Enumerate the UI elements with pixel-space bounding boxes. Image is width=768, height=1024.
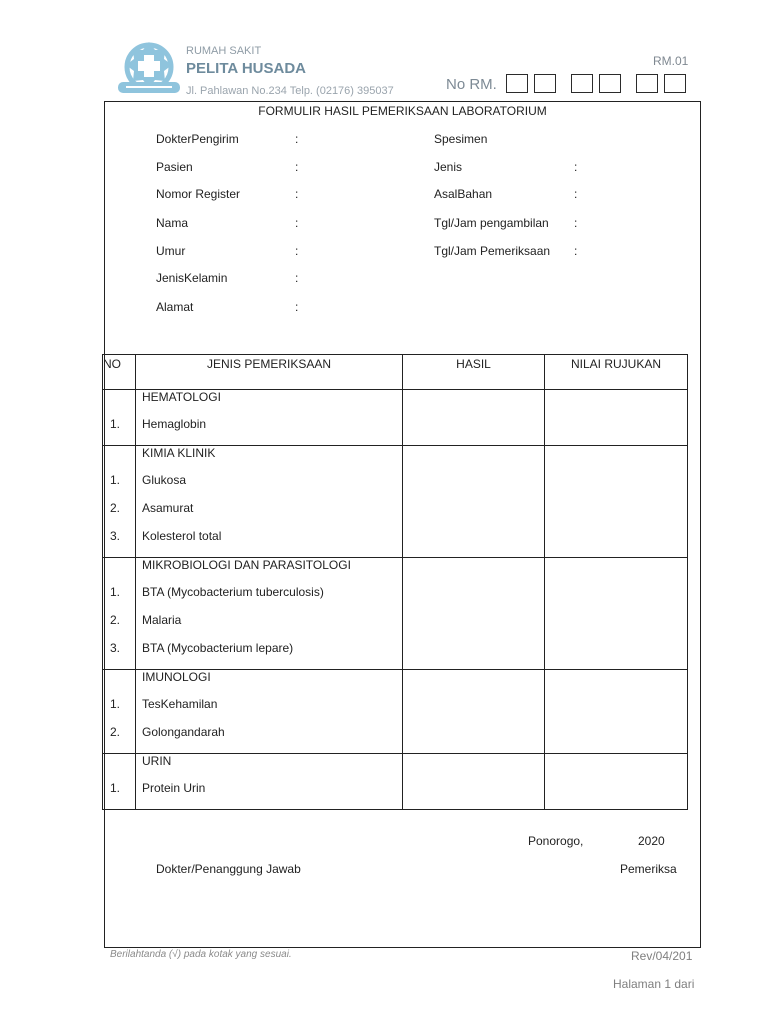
group-name: HEMATOLOGI bbox=[142, 390, 221, 404]
field-label-dokter-pengirim: DokterPengirim bbox=[156, 132, 239, 146]
reference-cell[interactable] bbox=[545, 670, 688, 754]
rm-digit-box[interactable] bbox=[534, 74, 556, 93]
group-name: KIMIA KLINIK bbox=[142, 446, 216, 460]
rm-digit-box[interactable] bbox=[506, 74, 528, 93]
test-name: Malaria bbox=[142, 613, 182, 627]
field-colon: : bbox=[574, 160, 578, 174]
reference-cell[interactable] bbox=[545, 446, 688, 558]
item-no: 1. bbox=[110, 417, 121, 431]
rm-digit-box[interactable] bbox=[571, 74, 593, 93]
field-label-tgl-pemeriksaan: Tgl/Jam Pemeriksaan bbox=[434, 244, 551, 258]
field-colon: : bbox=[295, 160, 299, 174]
table-row bbox=[103, 754, 688, 810]
form-code: RM.01 bbox=[653, 54, 689, 68]
header-jenis-pemeriksaan: JENIS PEMERIKSAAN bbox=[136, 355, 403, 390]
field-label-jenis: Jenis bbox=[434, 160, 463, 174]
rm-digit-box[interactable] bbox=[636, 74, 658, 93]
table-header-row bbox=[103, 355, 688, 390]
group-name: IMUNOLOGI bbox=[142, 670, 211, 684]
page-number: Halaman 1 dari bbox=[613, 977, 695, 991]
field-label-jenis-kelamin: JenisKelamin bbox=[156, 271, 228, 285]
no-rm-label: No RM. bbox=[446, 76, 497, 93]
header-hasil: HASIL bbox=[403, 355, 545, 390]
field-colon: : bbox=[295, 216, 299, 230]
result-cell[interactable] bbox=[403, 446, 545, 558]
hospital-address: Jl. Pahlawan No.234 Telp. (02176) 395037 bbox=[186, 85, 394, 97]
field-label-tgl-pengambilan: Tgl/Jam pengambilan bbox=[434, 216, 549, 230]
test-name: BTA (Mycobacterium tuberculosis) bbox=[142, 585, 324, 599]
result-cell[interactable] bbox=[403, 754, 545, 810]
reference-cell[interactable] bbox=[545, 558, 688, 670]
result-cell[interactable] bbox=[403, 670, 545, 754]
test-cell bbox=[136, 446, 403, 558]
item-no: 2. bbox=[110, 613, 121, 627]
test-name: Hemaglobin bbox=[142, 417, 207, 431]
signature-year: 2020 bbox=[638, 834, 665, 848]
field-colon: : bbox=[295, 244, 299, 258]
reference-cell[interactable] bbox=[545, 390, 688, 446]
field-label-alamat: Alamat bbox=[156, 300, 194, 314]
lab-results-table bbox=[102, 354, 688, 810]
no-cell bbox=[103, 390, 136, 446]
reference-cell[interactable] bbox=[545, 754, 688, 810]
test-cell bbox=[136, 390, 403, 446]
test-name: BTA (Mycobacterium lepare) bbox=[142, 641, 294, 655]
no-cell bbox=[103, 446, 136, 558]
field-label-asal-bahan: AsalBahan bbox=[434, 187, 493, 201]
footer-note: Berilahtanda (√) pada kotak yang sesuai. bbox=[110, 949, 292, 960]
test-name: Asamurat bbox=[142, 501, 194, 515]
test-name: Protein Urin bbox=[142, 781, 206, 795]
item-no: 1. bbox=[110, 697, 121, 711]
test-cell bbox=[136, 558, 403, 670]
item-no: 1. bbox=[110, 473, 121, 487]
test-name: Kolesterol total bbox=[142, 529, 222, 543]
revision-code: Rev/04/201 bbox=[631, 949, 693, 963]
group-name: MIKROBIOLOGI DAN PARASITOLOGI bbox=[142, 558, 351, 572]
test-cell bbox=[136, 670, 403, 754]
hospital-name: PELITA HUSADA bbox=[186, 60, 306, 77]
rm-digit-box[interactable] bbox=[664, 74, 686, 93]
table-row bbox=[103, 446, 688, 558]
item-no: 2. bbox=[110, 501, 121, 515]
table-row bbox=[103, 670, 688, 754]
table-row bbox=[103, 390, 688, 446]
table-row bbox=[103, 558, 688, 670]
header-no: NO bbox=[103, 355, 136, 390]
field-colon: : bbox=[295, 132, 299, 146]
field-label-spesimen: Spesimen bbox=[434, 132, 488, 146]
field-label-pasien: Pasien bbox=[156, 160, 193, 174]
test-name: Glukosa bbox=[142, 473, 187, 487]
field-label-nama: Nama bbox=[156, 216, 189, 230]
field-label-umur: Umur bbox=[156, 244, 186, 258]
hospital-logo-icon bbox=[114, 40, 184, 98]
field-label-nomor-register: Nomor Register bbox=[156, 187, 241, 201]
signature-city: Ponorogo, bbox=[528, 834, 584, 848]
field-colon: : bbox=[574, 244, 578, 258]
item-no: 3. bbox=[110, 529, 121, 543]
test-name: TesKehamilan bbox=[142, 697, 218, 711]
field-colon: : bbox=[295, 300, 299, 314]
form-title: FORMULIR HASIL PEMERIKSAAN LABORATORIUM bbox=[258, 104, 547, 118]
item-no: 1. bbox=[110, 781, 121, 795]
item-no: 2. bbox=[110, 725, 121, 739]
no-cell bbox=[103, 754, 136, 810]
field-colon: : bbox=[574, 187, 578, 201]
examiner-signature-label: Pemeriksa bbox=[620, 862, 677, 876]
no-cell bbox=[103, 558, 136, 670]
group-name: URIN bbox=[142, 754, 172, 768]
result-cell[interactable] bbox=[403, 390, 545, 446]
test-name: Golongandarah bbox=[142, 725, 225, 739]
doctor-signature-label: Dokter/Penanggung Jawab bbox=[156, 862, 301, 876]
test-cell bbox=[136, 754, 403, 810]
result-cell[interactable] bbox=[403, 558, 545, 670]
item-no: 3. bbox=[110, 641, 121, 655]
hospital-label: RUMAH SAKIT bbox=[186, 45, 262, 57]
field-colon: : bbox=[295, 187, 299, 201]
item-no: 1. bbox=[110, 585, 121, 599]
field-colon: : bbox=[295, 271, 299, 285]
header-nilai-rujukan: NILAI RUJUKAN bbox=[545, 355, 688, 390]
no-cell bbox=[103, 670, 136, 754]
field-colon: : bbox=[574, 216, 578, 230]
rm-digit-box[interactable] bbox=[599, 74, 621, 93]
